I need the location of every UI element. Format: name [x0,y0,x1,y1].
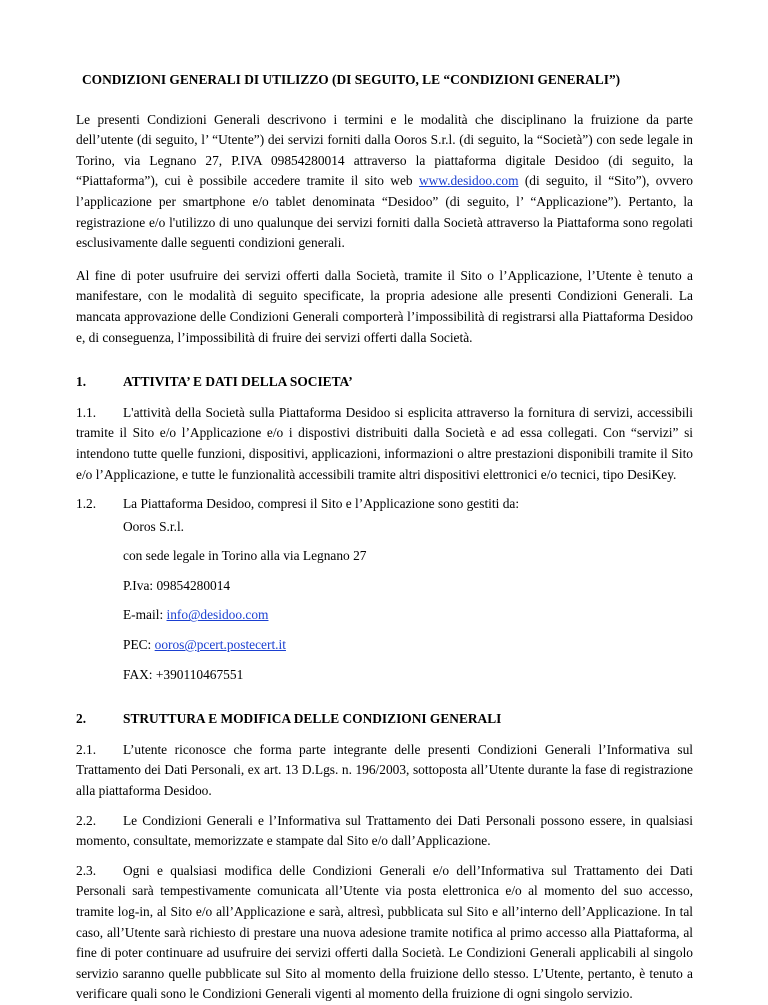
clause-number: 1.2. [76,496,97,512]
company-contact-block [76,517,693,686]
company-address: con sede legale in Torino alla via Legnano 27 [123,548,367,564]
clause-2-2 [76,811,693,852]
company-email [76,605,693,626]
pec-link[interactable]: ooros@pcert.postecert.it [154,637,286,653]
clause-2-3 [76,861,693,1005]
clause-1-2 [76,494,693,515]
section-title: ATTIVITA’ E DATI DELLA SOCIETA’ [123,374,353,390]
section-1-heading [76,372,693,393]
document-page [76,58,693,1005]
section-title: STRUTTURA E MODIFICA DELLE CONDIZIONI GENERALI [123,711,502,727]
clause-2-1 [76,740,693,802]
clause-number: 2.1. [76,741,97,757]
company-vat: P.Iva: 09854280014 [123,577,231,593]
section-number: 1. [76,374,87,390]
company-pec [76,635,693,656]
email-link[interactable]: info@desidoo.com [166,607,269,623]
pec-label: PEC: [123,637,155,653]
clause-text: L’utente riconosce che forma parte integrante delle presenti Condizioni Generali l’Informativa sul Trattamento dei Dati Personali, ex art. 13 D.Lgs. n. 196/2003, sottoposta all’Utente durante la fase di registrazione alla piattaforma Desidoo. [76,741,693,799]
clause-1-1 [76,403,693,485]
clause-number: 2.2. [76,812,97,828]
clause-number: 2.3. [76,862,97,878]
section-2-heading [76,709,693,730]
clause-text: Ogni e qualsiasi modifica delle Condizioni Generali e/o dell’Informativa sul Trattamento dei Dati Personali sarà tempestivamente comunicata all’Utente via posta elettronica e/o al momento del suo accesso, tramite log-in, al Sito e/o all’Applicazione e sarà, altresì, pubblicata sul Sito e all’interno dell’Applicazione. In tal caso, all’Utente sarà richiesto di prestare una nuova adesione tramite notifica al primo accesso alla Piattaforma, al fine di poter continuare ad usufruire dei servizi offerti dalla Società. Le Condizioni Generali applicabili al singolo servizio saranno quelle pubblicate sul Sito al momento della fruizione dello stesso. L’Utente, pertanto, è tenuto a verificare quali sono le Condizioni Generali vigenti al momento della fruizione di ogni singolo servizio. [76,862,693,1002]
clause-number: 1.1. [76,404,97,420]
company-fax: FAX: +390110467551 [123,666,244,682]
intro-paragraph-2: Al fine di poter usufruire dei servizi offerti dalla Società, tramite il Sito o l’Applicazione, l’Utente è tenuto a manifestare, con le modalità di seguito specificate, la propria adesione alle presenti Condizioni Generali. La mancata approvazione delle Condizioni Generali comporterà l’impossibilità di registrarsi alla Piattaforma Desidoo e, di conseguenza, l’impossibilità di fruire dei servizi offerti dalla Società. [76,267,693,345]
website-link[interactable]: www.desidoo.com [418,173,519,189]
intro-text-after-link: (di seguito, il “Sito”), ovvero l’applicazione per smartphone e/o tablet denominata “Desidoo” (di seguito, l’ “Applicazione”). Pertanto, la registrazione e/o l'utilizzo di uno qualunque dei servizi forniti dalla Società attraverso la Piattaforma sono regolati esclusivamente dalle seguenti condizioni generali. [76,173,693,251]
clause-text: Le Condizioni Generali e l’Informativa sul Trattamento dei Dati Personali possono essere, in qualsiasi momento, consultate, memorizzate e stampate dal Sito e/o dall’Applicazione. [76,812,693,849]
company-name: Ooros S.r.l. [123,518,185,534]
intro-text-before-link: Le presenti Condizioni Generali descrivono i termini e le modalità che disciplinano la fruizione da parte dell’utente (di seguito, l’ “Utente”) dei servizi forniti dalla Ooros S.r.l. (di seguito, la “Società”) con sede legale in Torino, via Legnano 27, P.IVA 09854280014 attraverso la piattaforma digitale Desidoo (di seguito, la “Piattaforma”), cui è possibile accedere tramite il sito web [76,111,693,189]
clause-text: L'attività della Società sulla Piattaforma Desidoo si esplicita attraverso la fornitura di servizi, accessibili tramite il Sito e/o l’Applicazione e/o i dispostivi distribuiti dalla Società e ad essa collegati. Con “servizi” si intendono tutte quelle funzioni, dispositivi, applicazioni, informazioni o altre prestazioni disponibili tramite il Sito e/o l’Applicazione, e tutte le funzionalità accessibili tramite altri dispositivi elettronici e/o tecnici, tipo DesiKey. [76,404,693,482]
email-label: E-mail: [123,607,167,623]
section-number: 2. [76,711,87,727]
document-title: CONDIZIONI GENERALI DI UTILIZZO (DI SEGUITO, LE “CONDIZIONI GENERALI”) [82,72,621,87]
intro-paragraph-1 [76,110,693,254]
clause-text: La Piattaforma Desidoo, compresi il Sito e l’Applicazione sono gestiti da: [123,496,520,512]
